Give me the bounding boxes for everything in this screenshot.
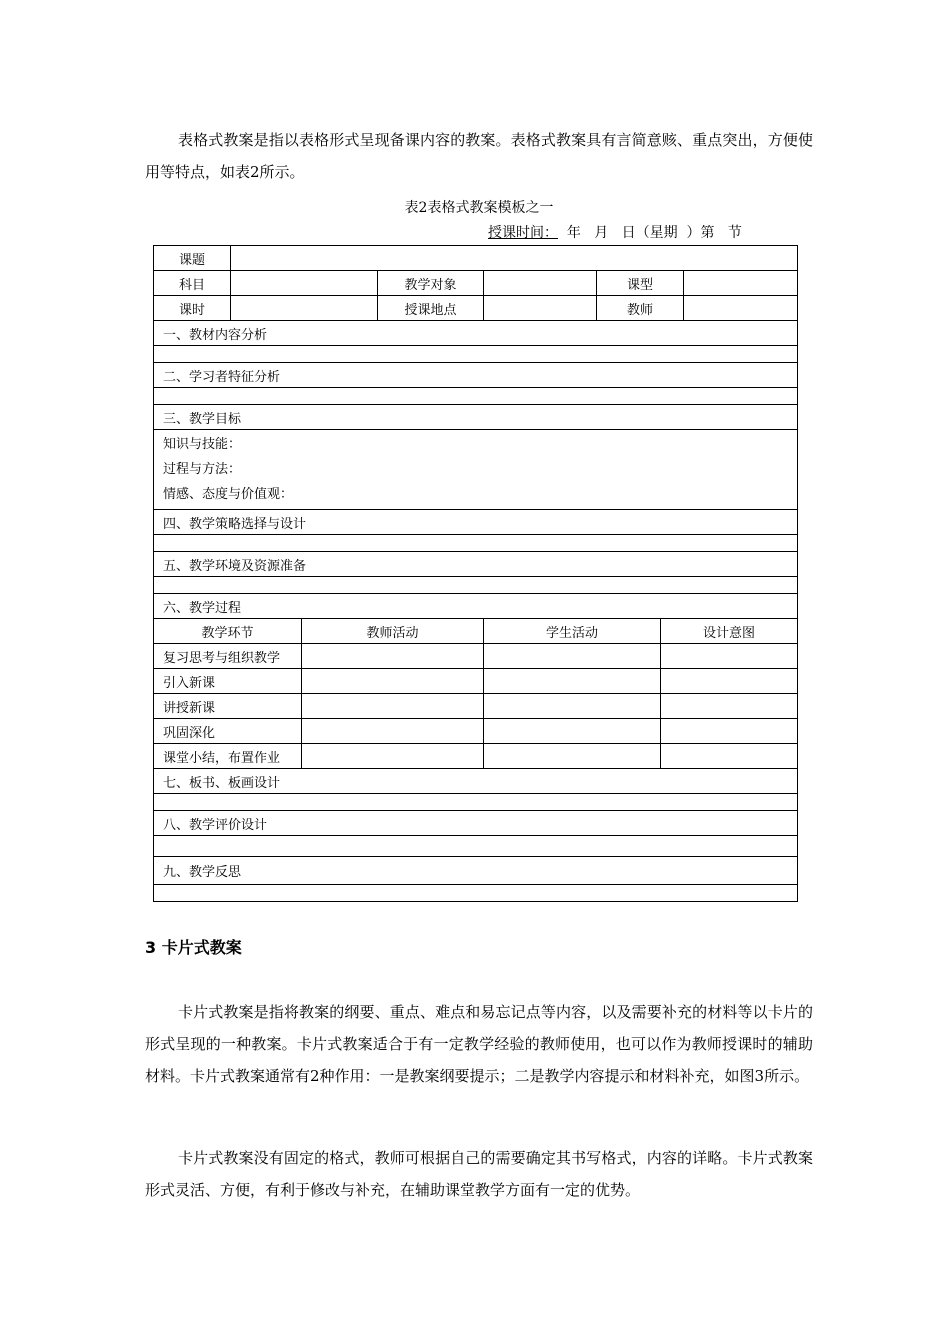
section-2-blank	[154, 388, 798, 405]
process-cell	[661, 669, 798, 694]
table-row	[154, 744, 798, 769]
teacher-value	[684, 296, 798, 321]
paragraph-card-definition: 卡片式教案是指将教案的纲要、重点、难点和易忘记点等内容，以及需要补充的材料等以卡片的形式呈现的一种教案。卡片式教案适合于有一定教学经验的教师使用，也可以作为教师授课时的辅助材料。卡片式教案通常有2种作用：一是教案纲要提示；二是教学内容提示和材料补充，如图3所示。	[145, 1003, 813, 1085]
process-cell	[302, 644, 484, 669]
table-row	[154, 246, 798, 271]
process-cell	[484, 644, 661, 669]
table-row	[154, 430, 798, 510]
process-cell	[302, 719, 484, 744]
table-row	[154, 321, 798, 346]
teaching-time-fields: 年 月 日（星期 ）第 节	[558, 225, 742, 241]
table-row	[154, 296, 798, 321]
teacher-label: 教师	[597, 296, 684, 321]
table-row	[154, 769, 798, 794]
section-9-blank	[154, 885, 798, 902]
process-stage: 巩固深化	[154, 719, 302, 744]
objective-attitude: 情感、态度与价值观：	[163, 487, 294, 502]
process-stage: 讲授新课	[154, 694, 302, 719]
section-4-blank	[154, 535, 798, 552]
process-cell	[302, 669, 484, 694]
table-row	[154, 619, 798, 644]
table-row	[154, 271, 798, 296]
section-4-heading: 四、教学策略选择与设计	[154, 510, 798, 535]
topic-value	[231, 246, 798, 271]
topic-label: 课题	[154, 246, 231, 271]
section-1-heading: 一、教材内容分析	[154, 321, 798, 346]
process-cell	[661, 694, 798, 719]
process-cell	[661, 744, 798, 769]
table-row	[154, 577, 798, 594]
table-row	[154, 405, 798, 430]
process-cell	[484, 719, 661, 744]
table-row	[154, 644, 798, 669]
lesson-plan-table	[153, 245, 798, 902]
section-6-heading: 六、教学过程	[154, 594, 798, 619]
process-stage: 课堂小结，布置作业	[154, 744, 302, 769]
process-header-intent: 设计意图	[661, 619, 798, 644]
process-cell	[484, 694, 661, 719]
table-row	[154, 885, 798, 902]
process-header-student: 学生活动	[484, 619, 661, 644]
table-row	[154, 388, 798, 405]
target-label: 教学对象	[378, 271, 484, 296]
process-cell	[661, 719, 798, 744]
table-row	[154, 363, 798, 388]
subject-value	[231, 271, 378, 296]
objectives-cell	[154, 430, 798, 510]
table-row	[154, 346, 798, 363]
location-value	[484, 296, 597, 321]
teaching-time-label: 授课时间：	[488, 225, 558, 241]
section-5-heading: 五、教学环境及资源准备	[154, 552, 798, 577]
table-row	[154, 694, 798, 719]
table-caption: 表2表格式教案模板之一	[404, 200, 554, 216]
table-row	[154, 552, 798, 577]
hours-label: 课时	[154, 296, 231, 321]
intro-paragraph: 表格式教案是指以表格形式呈现备课内容的教案。表格式教案具有言简意赅、重点突出，方便使用等特点，如表2所示。	[145, 131, 813, 181]
section-7-heading: 七、板书、板画设计	[154, 769, 798, 794]
section-8-blank	[154, 836, 798, 857]
paragraph-card-format: 卡片式教案没有固定的格式，教师可根据自己的需要确定其书写格式，内容的详略。卡片式教案形式灵活、方便，有利于修改与补充，在辅助课堂教学方面有一定的优势。	[145, 1149, 813, 1199]
table-row	[154, 669, 798, 694]
objective-knowledge: 知识与技能：	[163, 437, 242, 452]
table-row	[154, 510, 798, 535]
hours-value	[231, 296, 378, 321]
process-cell	[484, 744, 661, 769]
section-1-blank	[154, 346, 798, 363]
section-2-heading: 二、学习者特征分析	[154, 363, 798, 388]
section-9-heading: 九、教学反思	[154, 857, 798, 885]
location-label: 授课地点	[378, 296, 484, 321]
table-row	[154, 857, 798, 885]
table-row	[154, 535, 798, 552]
process-cell	[484, 669, 661, 694]
teaching-time-line	[488, 224, 742, 242]
section-8-heading: 八、教学评价设计	[154, 811, 798, 836]
table-row	[154, 594, 798, 619]
process-cell	[302, 694, 484, 719]
objective-process: 过程与方法：	[163, 462, 242, 477]
table-row	[154, 719, 798, 744]
section-7-blank	[154, 794, 798, 811]
process-cell	[302, 744, 484, 769]
process-header-stage: 教学环节	[154, 619, 302, 644]
lesson-type-value	[684, 271, 798, 296]
table-row	[154, 836, 798, 857]
section-3-heading: 三、教学目标	[154, 405, 798, 430]
target-value	[484, 271, 597, 296]
section-5-blank	[154, 577, 798, 594]
table-row	[154, 811, 798, 836]
process-header-teacher: 教师活动	[302, 619, 484, 644]
process-stage: 引入新课	[154, 669, 302, 694]
subject-label: 科目	[154, 271, 231, 296]
section-heading: 3 卡片式教案	[145, 938, 242, 957]
process-cell	[661, 644, 798, 669]
lesson-type-label: 课型	[597, 271, 684, 296]
table-row	[154, 794, 798, 811]
process-stage: 复习思考与组织教学	[154, 644, 302, 669]
